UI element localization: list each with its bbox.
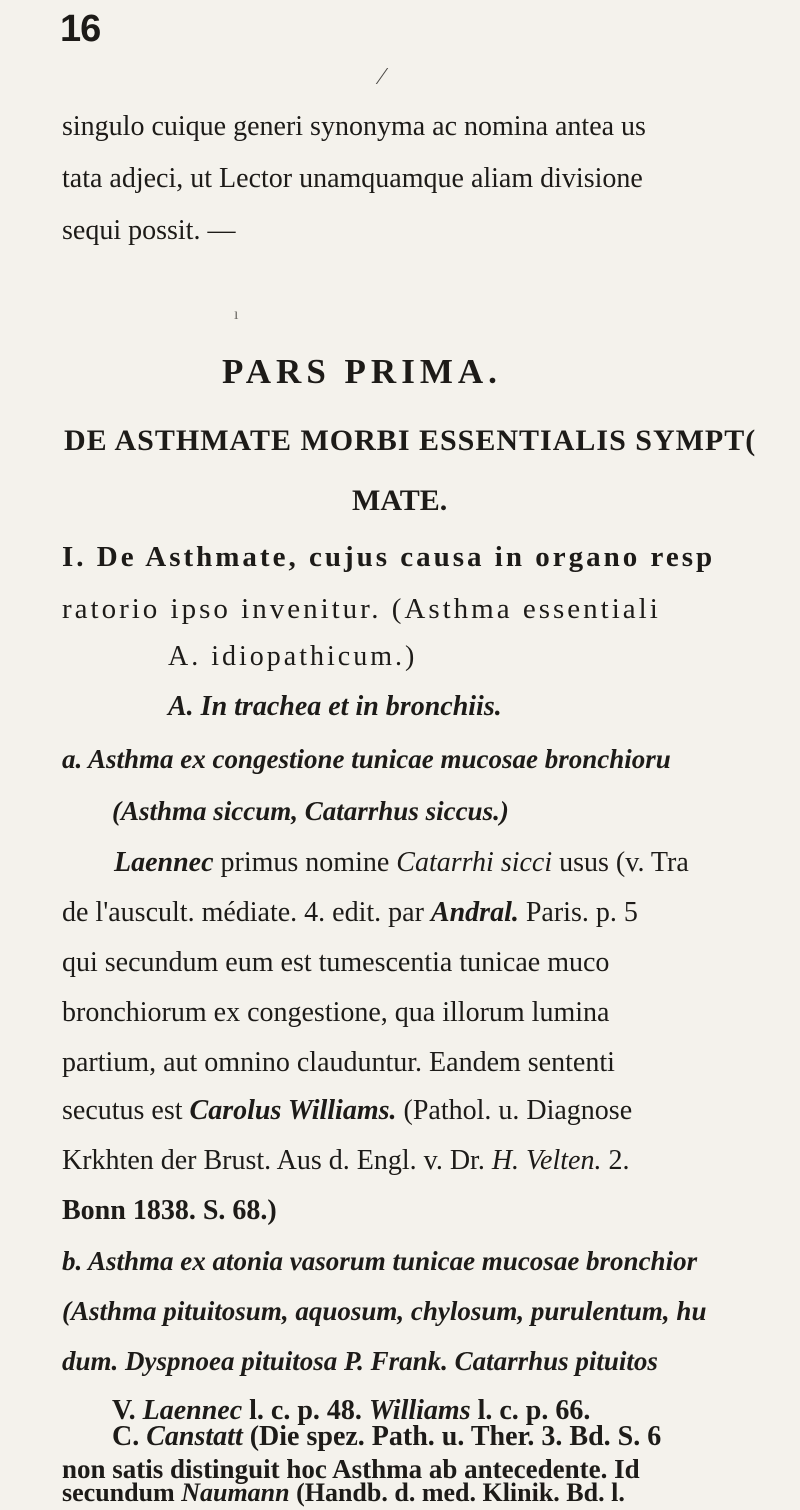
margin-tick: ı — [234, 306, 239, 323]
text-run: Krkhten der Brust. Aus d. Engl. v. Dr. — [62, 1145, 492, 1176]
para-a-line-1 — [114, 846, 689, 880]
item-a-line-2: (Asthma siccum, Catarrhus siccus.) — [112, 796, 509, 826]
item-a-line-1: a. Asthma ex congestione tunicae mucosae bronchioru — [62, 744, 671, 774]
text-run: dum. — [62, 1346, 126, 1376]
author-name: Naumann — [181, 1478, 290, 1507]
text-run: secundum — [62, 1478, 182, 1507]
pars-title: PARS PRIMA. — [222, 352, 502, 391]
item-b-line-3 — [62, 1344, 658, 1378]
item-b-line-2: (Asthma pituitosum, aquosum, chylosum, purulentum, hu — [62, 1296, 707, 1326]
heading-A: A. In trachea et in bronchiis. — [168, 691, 502, 722]
author-name: Canstatt — [146, 1421, 243, 1452]
author-name: Williams — [368, 1395, 471, 1426]
margin-mark: ⁄ — [380, 64, 385, 90]
text-run: V. — [112, 1395, 143, 1426]
section-title-line-1: DE ASTHMATE MORBI ESSENTIALIS SYMPT( — [64, 424, 757, 457]
intro-line-3: sequi possit. — — [62, 215, 236, 246]
synonym-run: Dyspnoea pituitosa P. Frank. Catarrhus pituitos — [125, 1346, 658, 1376]
author-name: Laennec — [114, 847, 214, 878]
para-a-line-8: Bonn 1838. S. 68.) — [62, 1195, 277, 1226]
para-a-line-3: qui secundum eum est tumescentia tunicae muco — [62, 947, 610, 978]
text-run: Paris. p. 5 — [518, 897, 638, 928]
para-a-line-2 — [62, 896, 638, 930]
para-a-line-5: partium, aut omnino clauduntur. Eandem sententi — [62, 1047, 615, 1078]
heading-I-line-1: I. De Asthmate, cujus causa in organo resp — [62, 541, 716, 573]
text-run: 2. — [601, 1145, 630, 1176]
text-run: l. c. p. 48. — [242, 1395, 369, 1426]
text-run: (Die spez. Path. u. Ther. 3. Bd. S. 6 — [242, 1421, 662, 1452]
section-title-line-2: MATE. — [352, 484, 448, 517]
heading-I-line-3: A. idiopathicum.) — [168, 641, 418, 672]
author-name: Laennec — [142, 1395, 243, 1426]
heading-I-line-2: ratorio ipso invenitur. (Asthma essentiali — [62, 593, 661, 625]
text-run: l. c. p. 66. — [470, 1395, 591, 1426]
term: Catarrhi sicci — [396, 847, 553, 878]
text-run: secutus est — [62, 1095, 190, 1126]
text-run: usus (v. Tra — [552, 847, 689, 878]
text-run: de l'auscult. médiate. 4. edit. par — [62, 897, 431, 928]
item-b-line-6: non satis distinguit hoc Asthma ab antecedente. Id — [62, 1454, 640, 1484]
para-a-line-4: bronchiorum ex congestione, qua illorum lumina — [62, 997, 610, 1028]
text-run: (Pathol. u. Diagnose — [396, 1095, 633, 1126]
item-b-line-7 — [62, 1476, 625, 1510]
intro-line-1: singulo cuique generi synonyma ac nomina antea us — [62, 111, 646, 142]
author-name: H. Velten. — [491, 1145, 602, 1176]
intro-line-2: tata adjeci, ut Lector unamquamque aliam divisione — [62, 163, 643, 194]
item-b-line-5 — [112, 1420, 661, 1454]
page-number: 16 — [60, 8, 101, 50]
author-name: Andral. — [430, 897, 519, 928]
text-run: C. — [112, 1421, 147, 1452]
para-a-line-6 — [62, 1094, 632, 1128]
para-a-line-7 — [62, 1144, 629, 1178]
text-run: (Handb. d. med. Klinik. Bd. l. — [289, 1478, 625, 1507]
text-run: primus nomine — [213, 847, 397, 878]
item-b-line-1: b. Asthma ex atonia vasorum tunicae mucosae bronchior — [62, 1246, 698, 1276]
author-name: Carolus Williams. — [189, 1095, 397, 1126]
